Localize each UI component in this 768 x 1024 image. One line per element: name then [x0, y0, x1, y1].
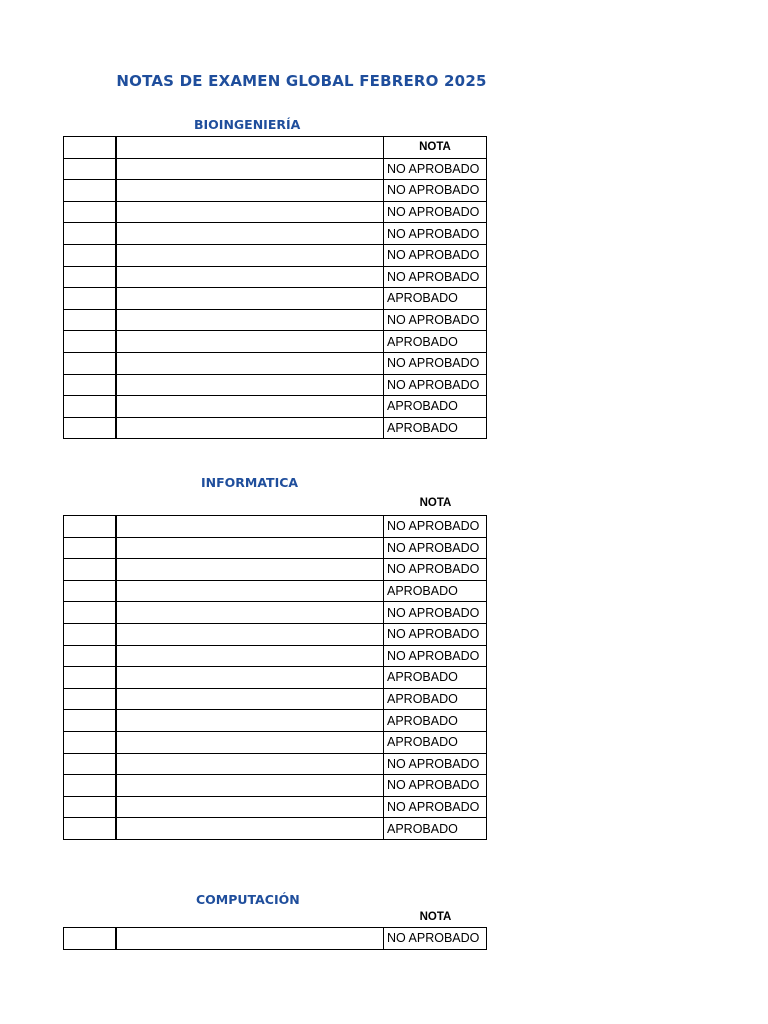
grade-cell: NO APROBADO — [384, 374, 487, 396]
grade-cell: NO APROBADO — [384, 928, 487, 950]
table-row — [64, 667, 487, 689]
id-cell — [64, 731, 116, 753]
name-cell — [116, 158, 384, 180]
id-cell — [64, 537, 116, 559]
grade-cell: NO APROBADO — [384, 244, 487, 266]
grade-cell: NO APROBADO — [384, 559, 487, 581]
grade-cell: NO APROBADO — [384, 796, 487, 818]
grade-cell: APROBADO — [384, 417, 487, 439]
id-cell — [64, 266, 116, 288]
table-row — [64, 537, 487, 559]
table-row — [64, 266, 487, 288]
grade-cell: NO APROBADO — [384, 180, 487, 202]
id-cell — [64, 137, 116, 159]
id-cell — [64, 818, 116, 840]
table-row — [64, 288, 487, 310]
name-cell — [116, 352, 384, 374]
table-row — [64, 753, 487, 775]
id-cell — [64, 623, 116, 645]
grade-cell: NO APROBADO — [384, 223, 487, 245]
document-title: NOTAS DE EXAMEN GLOBAL FEBRERO 2025 — [116, 72, 487, 90]
grade-cell: APROBADO — [384, 667, 487, 689]
id-cell — [64, 201, 116, 223]
table-row — [64, 818, 487, 840]
name-cell — [116, 602, 384, 624]
table-row — [64, 158, 487, 180]
table-row — [64, 516, 487, 538]
grade-cell: APROBADO — [384, 580, 487, 602]
grade-cell: NO APROBADO — [384, 623, 487, 645]
id-cell — [64, 516, 116, 538]
grade-cell: APROBADO — [384, 331, 487, 353]
table-row — [64, 331, 487, 353]
table-row — [64, 775, 487, 797]
grade-cell: APROBADO — [384, 731, 487, 753]
name-cell — [116, 688, 384, 710]
section-title-computacion: COMPUTACIÓN — [196, 892, 300, 907]
id-cell — [64, 688, 116, 710]
name-cell — [116, 137, 384, 159]
id-cell — [64, 796, 116, 818]
name-cell — [116, 537, 384, 559]
id-cell — [64, 158, 116, 180]
table-row — [64, 352, 487, 374]
nota-header: NOTA — [419, 497, 452, 509]
grade-cell: NO APROBADO — [384, 753, 487, 775]
grade-cell: NO APROBADO — [384, 201, 487, 223]
grade-cell: NO APROBADO — [384, 516, 487, 538]
grade-cell: APROBADO — [384, 396, 487, 418]
name-cell — [116, 645, 384, 667]
id-cell — [64, 352, 116, 374]
grade-cell: APROBADO — [384, 710, 487, 732]
name-cell — [116, 180, 384, 202]
table-row — [64, 602, 487, 624]
id-cell — [64, 331, 116, 353]
id-cell — [64, 775, 116, 797]
table-row — [64, 688, 487, 710]
table-row — [64, 244, 487, 266]
grade-cell: NO APROBADO — [384, 775, 487, 797]
name-cell — [116, 516, 384, 538]
grade-cell: APROBADO — [384, 288, 487, 310]
id-cell — [64, 645, 116, 667]
table-row — [64, 928, 487, 950]
id-cell — [64, 559, 116, 581]
id-cell — [64, 309, 116, 331]
id-cell — [64, 417, 116, 439]
name-cell — [116, 309, 384, 331]
grade-cell: NO APROBADO — [384, 158, 487, 180]
nota-header: NOTA — [419, 911, 452, 923]
grade-cell: APROBADO — [384, 818, 487, 840]
table-row — [64, 223, 487, 245]
name-cell — [116, 928, 384, 950]
id-cell — [64, 180, 116, 202]
table-row — [64, 796, 487, 818]
name-cell — [116, 731, 384, 753]
name-cell — [116, 396, 384, 418]
table-row — [64, 201, 487, 223]
table-row — [64, 731, 487, 753]
id-cell — [64, 580, 116, 602]
grade-cell: NO APROBADO — [384, 309, 487, 331]
grade-cell: NO APROBADO — [384, 602, 487, 624]
table-row — [64, 309, 487, 331]
table-row — [64, 580, 487, 602]
name-cell — [116, 223, 384, 245]
id-cell — [64, 928, 116, 950]
name-cell — [116, 667, 384, 689]
id-cell — [64, 288, 116, 310]
grade-cell: APROBADO — [384, 688, 487, 710]
table-row — [64, 645, 487, 667]
id-cell — [64, 396, 116, 418]
name-cell — [116, 266, 384, 288]
table-row — [64, 559, 487, 581]
name-cell — [116, 580, 384, 602]
name-cell — [116, 288, 384, 310]
name-cell — [116, 818, 384, 840]
name-cell — [116, 710, 384, 732]
grades-table-informatica — [63, 515, 487, 840]
name-cell — [116, 374, 384, 396]
table-header-row — [64, 137, 487, 159]
grade-cell: NO APROBADO — [384, 352, 487, 374]
name-cell — [116, 201, 384, 223]
name-cell — [116, 244, 384, 266]
id-cell — [64, 374, 116, 396]
nota-header: NOTA — [384, 137, 487, 159]
id-cell — [64, 667, 116, 689]
table-row — [64, 623, 487, 645]
table-row — [64, 180, 487, 202]
name-cell — [116, 417, 384, 439]
id-cell — [64, 710, 116, 732]
table-row — [64, 417, 487, 439]
grades-table-bioingenieria — [63, 136, 487, 439]
id-cell — [64, 244, 116, 266]
name-cell — [116, 623, 384, 645]
section-title-informatica: INFORMATICA — [201, 475, 299, 490]
name-cell — [116, 331, 384, 353]
name-cell — [116, 796, 384, 818]
table-row — [64, 396, 487, 418]
grade-cell: NO APROBADO — [384, 537, 487, 559]
section-title-bioingenieria: BIOINGENIERÍA — [194, 117, 301, 132]
table-row — [64, 710, 487, 732]
id-cell — [64, 223, 116, 245]
name-cell — [116, 753, 384, 775]
name-cell — [116, 559, 384, 581]
name-cell — [116, 775, 384, 797]
id-cell — [64, 602, 116, 624]
grades-table-computacion — [63, 927, 487, 950]
table-row — [64, 374, 487, 396]
grade-cell: NO APROBADO — [384, 645, 487, 667]
id-cell — [64, 753, 116, 775]
grade-cell: NO APROBADO — [384, 266, 487, 288]
